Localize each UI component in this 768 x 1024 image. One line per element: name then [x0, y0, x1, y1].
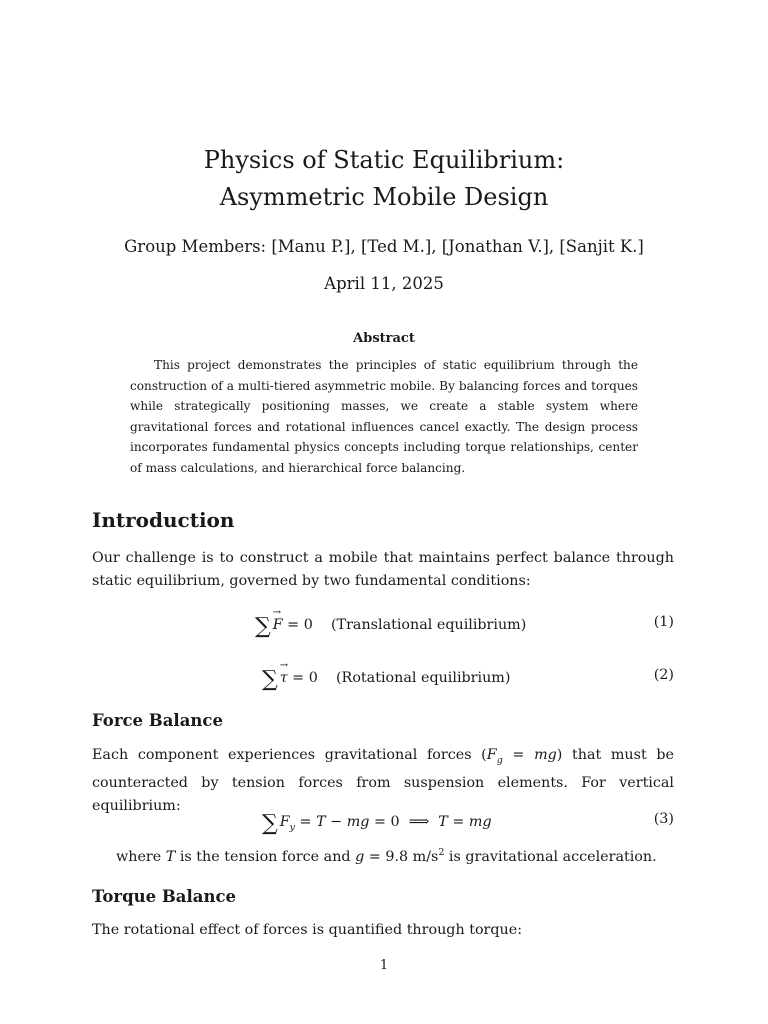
equation-2-label: (Rotational equilibrium)	[335, 670, 511, 686]
equation-1-number: (1)	[653, 614, 674, 630]
intro-paragraph: Our challenge is to construct a mobile that maintains perfect balance through static equilibrium, governed by two fundamental conditions:	[92, 550, 674, 589]
abstract-text: This project demonstrates the principles of static equilibrium through the construction of a multi-tiered asymmetric mobile. By balancing forces and torques while strategically positioning masses, we create a stable system where gravitational forces and rotational influences cancel exactly. The design process incorporates fundamental physics concepts including torque relationships, center of mass calculations, and hierarchical force balancing.	[130, 358, 638, 475]
abstract-heading: Abstract	[353, 331, 415, 346]
equation-2	[92, 667, 674, 693]
equation-3-number: (3)	[653, 811, 674, 827]
equation-3-math: ∑ $F_y = T$ − mg = 0 ⟹ T = mg	[262, 811, 492, 836]
force-balance-paragraph: Each component experiences gravitational forces $(F_g = mg)$ that must be counteracted by tension forces from suspension elements. For vertical equilibrium:	[92, 747, 674, 814]
page-number: 1	[379, 958, 389, 973]
subsection-heading-torque-balance: Torque Balance	[92, 887, 236, 906]
publication-date: April 11, 2025	[324, 274, 444, 293]
equation-3	[92, 811, 674, 837]
equation-2-number: (2)	[653, 667, 674, 683]
section-heading-introduction: Introduction	[92, 508, 235, 532]
equation-3-explanation: where T is the tension force and g = 9.8 $m/s^2$ is gravitational acceleration.	[116, 847, 657, 865]
equation-1	[92, 614, 674, 640]
subsection-heading-force-balance: Force Balance	[92, 711, 223, 730]
equation-2-math: ∑→ τ = 0 (Rotational equilibrium)	[262, 667, 510, 692]
equation-1-label: (Translational equilibrium)	[330, 617, 527, 633]
author-list: Group Members: [Manu P.], [Ted M.], [Jonathan V.], [Sanjit K.]	[124, 237, 644, 256]
paper-title-line-1: Physics of Static Equilibrium:	[203, 146, 565, 174]
equation-1-math: ∑→ F = 0 (Translational equilibrium)	[255, 614, 526, 639]
paper-title-line-2: Asymmetric Mobile Design	[219, 183, 549, 211]
torque-balance-paragraph: The rotational effect of forces is quantified through torque:	[92, 922, 523, 938]
